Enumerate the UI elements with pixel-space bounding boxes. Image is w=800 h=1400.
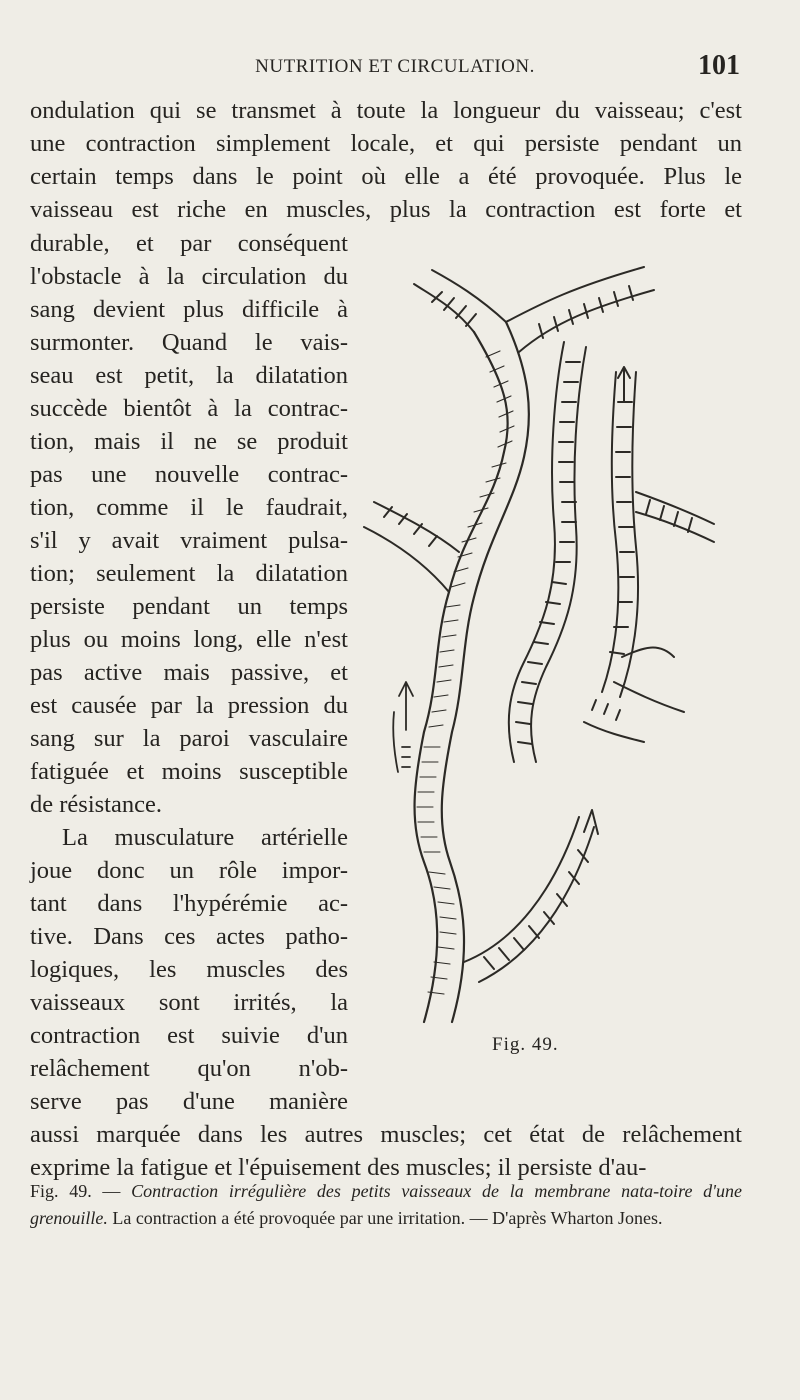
caption-label: Fig. 49. — (30, 1181, 132, 1201)
text-line: tion; seulement la dilatation (30, 560, 348, 587)
text-line: succède bientôt à la contrac- (30, 395, 348, 422)
text-line: tion, comme il le faudrait, (30, 494, 348, 521)
caption-title: Contraction irrégulière des petits vaisseaux de la membrane nata-toire d'une grenouille. (30, 1181, 742, 1228)
text-line: sang sur la paroi vasculaire (30, 725, 348, 752)
text-line: fatiguée et moins susceptible (30, 758, 348, 785)
figure-label: Fig. 49. (492, 1034, 559, 1055)
vessel-network-drawing (354, 262, 774, 1062)
text-line: relâchement qu'on n'ob- (30, 1055, 348, 1082)
small-left-vessel (393, 682, 413, 772)
branch-left (364, 502, 459, 592)
text-line: ondulation qui se transmet à toute la longueur du vaisseau; c'est (30, 97, 742, 124)
text-line: vaisseaux sont irrités, la (30, 989, 348, 1016)
text-line: logiques, les muscles des (30, 956, 348, 983)
text-line: seau est petit, la dilatation (30, 362, 348, 389)
text-line: pas une nouvelle contrac- (30, 461, 348, 488)
text-line: surmonter. Quand le vais- (30, 329, 348, 356)
caption-text: La contraction a été provoquée par une irritation. — D'après Wharton Jones. (107, 1208, 663, 1228)
text-line: joue donc un rôle impor- (30, 857, 348, 884)
figure-caption (30, 1178, 742, 1232)
text-line: s'il y avait vraiment pulsa- (30, 527, 348, 554)
right-vessel (509, 342, 586, 762)
text-line: persiste pendant un temps (30, 593, 348, 620)
text-line: est causée par la pression du (30, 692, 348, 719)
text-line: aussi marquée dans les autres muscles; cet état de relâchement (30, 1121, 742, 1148)
branch-top-right (506, 267, 654, 352)
vessel-hatching (417, 351, 514, 994)
page-header (30, 50, 770, 86)
text-line: exprime la fatigue et l'épuisement des muscles; il persiste d'au- (30, 1154, 647, 1181)
text-line: tant dans l'hypérémie ac- (30, 890, 348, 917)
text-line: tion, mais il ne se produit (30, 428, 348, 455)
text-line: La musculature artérielle (62, 824, 348, 851)
branch-top-left (414, 270, 506, 332)
branch-right-lower (584, 648, 684, 742)
figure-illustration (354, 262, 774, 1062)
text-line: sang devient plus difficile à (30, 296, 348, 323)
running-head: NUTRITION ET CIRCULATION. (255, 56, 535, 77)
text-line: l'obstacle à la circulation du (30, 263, 348, 290)
text-line: contraction est suivie d'un (30, 1022, 348, 1049)
branch-lower-right (464, 810, 598, 982)
text-line: plus ou moins long, elle n'est (30, 626, 348, 653)
text-line: une contraction simplement locale, et qui persiste pendant un (30, 130, 742, 157)
page-number: 101 (698, 50, 740, 81)
text-line: de résistance. (30, 791, 162, 818)
text-line: certain temps dans le point où elle a été provoquée. Plus le (30, 163, 742, 190)
text-line: vaisseau est riche en muscles, plus la contraction est forte et (30, 196, 742, 223)
text-line: tive. Dans ces actes patho- (30, 923, 348, 950)
text-line: serve pas d'une manière (30, 1088, 348, 1115)
text-line: durable, et par conséquent (30, 230, 348, 257)
text-line: pas active mais passive, et (30, 659, 348, 686)
